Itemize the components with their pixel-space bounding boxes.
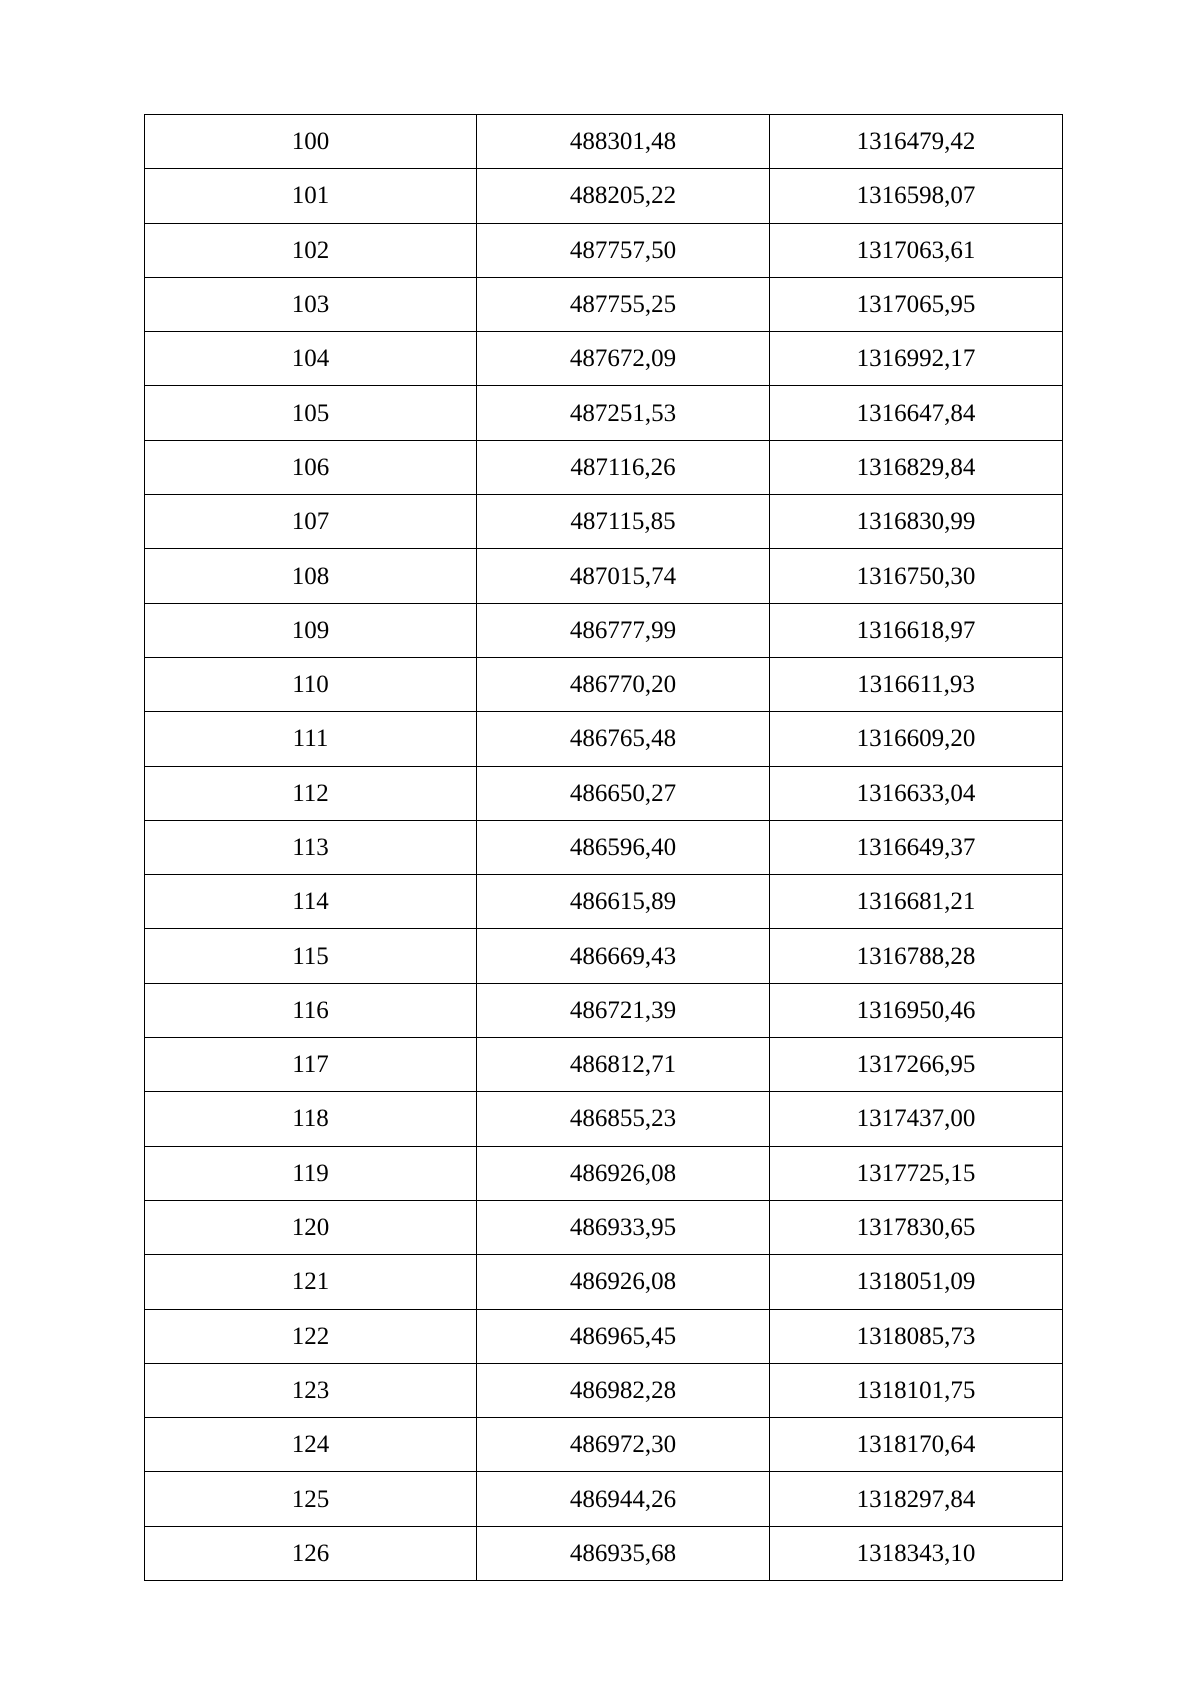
x-coordinate-cell: 486972,30 — [477, 1418, 770, 1472]
table-row — [145, 875, 1063, 929]
y-coordinate-cell: 1316830,99 — [770, 495, 1063, 549]
point-number-cell: 104 — [145, 332, 477, 386]
table-row — [145, 386, 1063, 440]
x-coordinate-cell: 486926,08 — [477, 1255, 770, 1309]
x-coordinate-cell: 486777,99 — [477, 603, 770, 657]
x-coordinate-cell: 487116,26 — [477, 440, 770, 494]
y-coordinate-cell: 1316992,17 — [770, 332, 1063, 386]
x-coordinate-cell: 486650,27 — [477, 766, 770, 820]
y-coordinate-cell: 1316611,93 — [770, 657, 1063, 711]
x-coordinate-cell: 486933,95 — [477, 1200, 770, 1254]
point-number-cell: 109 — [145, 603, 477, 657]
point-number-cell: 120 — [145, 1200, 477, 1254]
table-row — [145, 657, 1063, 711]
y-coordinate-cell: 1316598,07 — [770, 169, 1063, 223]
point-number-cell: 103 — [145, 277, 477, 331]
y-coordinate-cell: 1317437,00 — [770, 1092, 1063, 1146]
y-coordinate-cell: 1316647,84 — [770, 386, 1063, 440]
y-coordinate-cell: 1317725,15 — [770, 1146, 1063, 1200]
point-number-cell: 111 — [145, 712, 477, 766]
y-coordinate-cell: 1316649,37 — [770, 820, 1063, 874]
x-coordinate-cell: 486982,28 — [477, 1363, 770, 1417]
table-row — [145, 440, 1063, 494]
table-row — [145, 1255, 1063, 1309]
table-row — [145, 549, 1063, 603]
table-row — [145, 603, 1063, 657]
point-number-cell: 114 — [145, 875, 477, 929]
point-number-cell: 126 — [145, 1526, 477, 1580]
point-number-cell: 112 — [145, 766, 477, 820]
y-coordinate-cell: 1316618,97 — [770, 603, 1063, 657]
y-coordinate-cell: 1318051,09 — [770, 1255, 1063, 1309]
x-coordinate-cell: 486944,26 — [477, 1472, 770, 1526]
point-number-cell: 106 — [145, 440, 477, 494]
x-coordinate-cell: 486812,71 — [477, 1038, 770, 1092]
table-row — [145, 929, 1063, 983]
table-row — [145, 169, 1063, 223]
x-coordinate-cell: 486965,45 — [477, 1309, 770, 1363]
x-coordinate-cell: 486596,40 — [477, 820, 770, 874]
y-coordinate-cell: 1316950,46 — [770, 983, 1063, 1037]
table-row — [145, 1092, 1063, 1146]
x-coordinate-cell: 486935,68 — [477, 1526, 770, 1580]
table-row — [145, 712, 1063, 766]
x-coordinate-cell: 488205,22 — [477, 169, 770, 223]
point-number-cell: 102 — [145, 223, 477, 277]
point-number-cell: 121 — [145, 1255, 477, 1309]
table-row — [145, 1309, 1063, 1363]
y-coordinate-cell: 1316681,21 — [770, 875, 1063, 929]
point-number-cell: 108 — [145, 549, 477, 603]
table-row — [145, 1418, 1063, 1472]
table-row — [145, 1472, 1063, 1526]
y-coordinate-cell: 1316609,20 — [770, 712, 1063, 766]
point-number-cell: 105 — [145, 386, 477, 440]
x-coordinate-cell: 486669,43 — [477, 929, 770, 983]
x-coordinate-cell: 486721,39 — [477, 983, 770, 1037]
x-coordinate-cell: 486855,23 — [477, 1092, 770, 1146]
point-number-cell: 125 — [145, 1472, 477, 1526]
table-row — [145, 495, 1063, 549]
table-row — [145, 332, 1063, 386]
point-number-cell: 116 — [145, 983, 477, 1037]
point-number-cell: 117 — [145, 1038, 477, 1092]
y-coordinate-cell: 1316788,28 — [770, 929, 1063, 983]
x-coordinate-cell: 487672,09 — [477, 332, 770, 386]
table-row — [145, 766, 1063, 820]
y-coordinate-cell: 1318085,73 — [770, 1309, 1063, 1363]
y-coordinate-cell: 1317063,61 — [770, 223, 1063, 277]
table-row — [145, 115, 1063, 169]
table-row — [145, 1363, 1063, 1417]
point-number-cell: 118 — [145, 1092, 477, 1146]
point-number-cell: 122 — [145, 1309, 477, 1363]
x-coordinate-cell: 487015,74 — [477, 549, 770, 603]
coordinates-table-body — [145, 115, 1063, 1581]
table-row — [145, 983, 1063, 1037]
x-coordinate-cell: 486615,89 — [477, 875, 770, 929]
point-number-cell: 110 — [145, 657, 477, 711]
x-coordinate-cell: 487755,25 — [477, 277, 770, 331]
x-coordinate-cell: 487251,53 — [477, 386, 770, 440]
x-coordinate-cell: 486926,08 — [477, 1146, 770, 1200]
y-coordinate-cell: 1316633,04 — [770, 766, 1063, 820]
point-number-cell: 115 — [145, 929, 477, 983]
y-coordinate-cell: 1318101,75 — [770, 1363, 1063, 1417]
y-coordinate-cell: 1316829,84 — [770, 440, 1063, 494]
y-coordinate-cell: 1317266,95 — [770, 1038, 1063, 1092]
x-coordinate-cell: 487757,50 — [477, 223, 770, 277]
table-row — [145, 277, 1063, 331]
y-coordinate-cell: 1318297,84 — [770, 1472, 1063, 1526]
table-row — [145, 223, 1063, 277]
point-number-cell: 100 — [145, 115, 477, 169]
x-coordinate-cell: 486765,48 — [477, 712, 770, 766]
y-coordinate-cell: 1316479,42 — [770, 115, 1063, 169]
table-row — [145, 1200, 1063, 1254]
point-number-cell: 107 — [145, 495, 477, 549]
table-row — [145, 820, 1063, 874]
y-coordinate-cell: 1316750,30 — [770, 549, 1063, 603]
y-coordinate-cell: 1317830,65 — [770, 1200, 1063, 1254]
point-number-cell: 123 — [145, 1363, 477, 1417]
table-row — [145, 1038, 1063, 1092]
x-coordinate-cell: 487115,85 — [477, 495, 770, 549]
point-number-cell: 101 — [145, 169, 477, 223]
x-coordinate-cell: 486770,20 — [477, 657, 770, 711]
y-coordinate-cell: 1318170,64 — [770, 1418, 1063, 1472]
x-coordinate-cell: 488301,48 — [477, 115, 770, 169]
point-number-cell: 119 — [145, 1146, 477, 1200]
point-number-cell: 113 — [145, 820, 477, 874]
y-coordinate-cell: 1317065,95 — [770, 277, 1063, 331]
table-row — [145, 1146, 1063, 1200]
y-coordinate-cell: 1318343,10 — [770, 1526, 1063, 1580]
point-number-cell: 124 — [145, 1418, 477, 1472]
table-row — [145, 1526, 1063, 1580]
coordinates-table — [144, 114, 1063, 1581]
